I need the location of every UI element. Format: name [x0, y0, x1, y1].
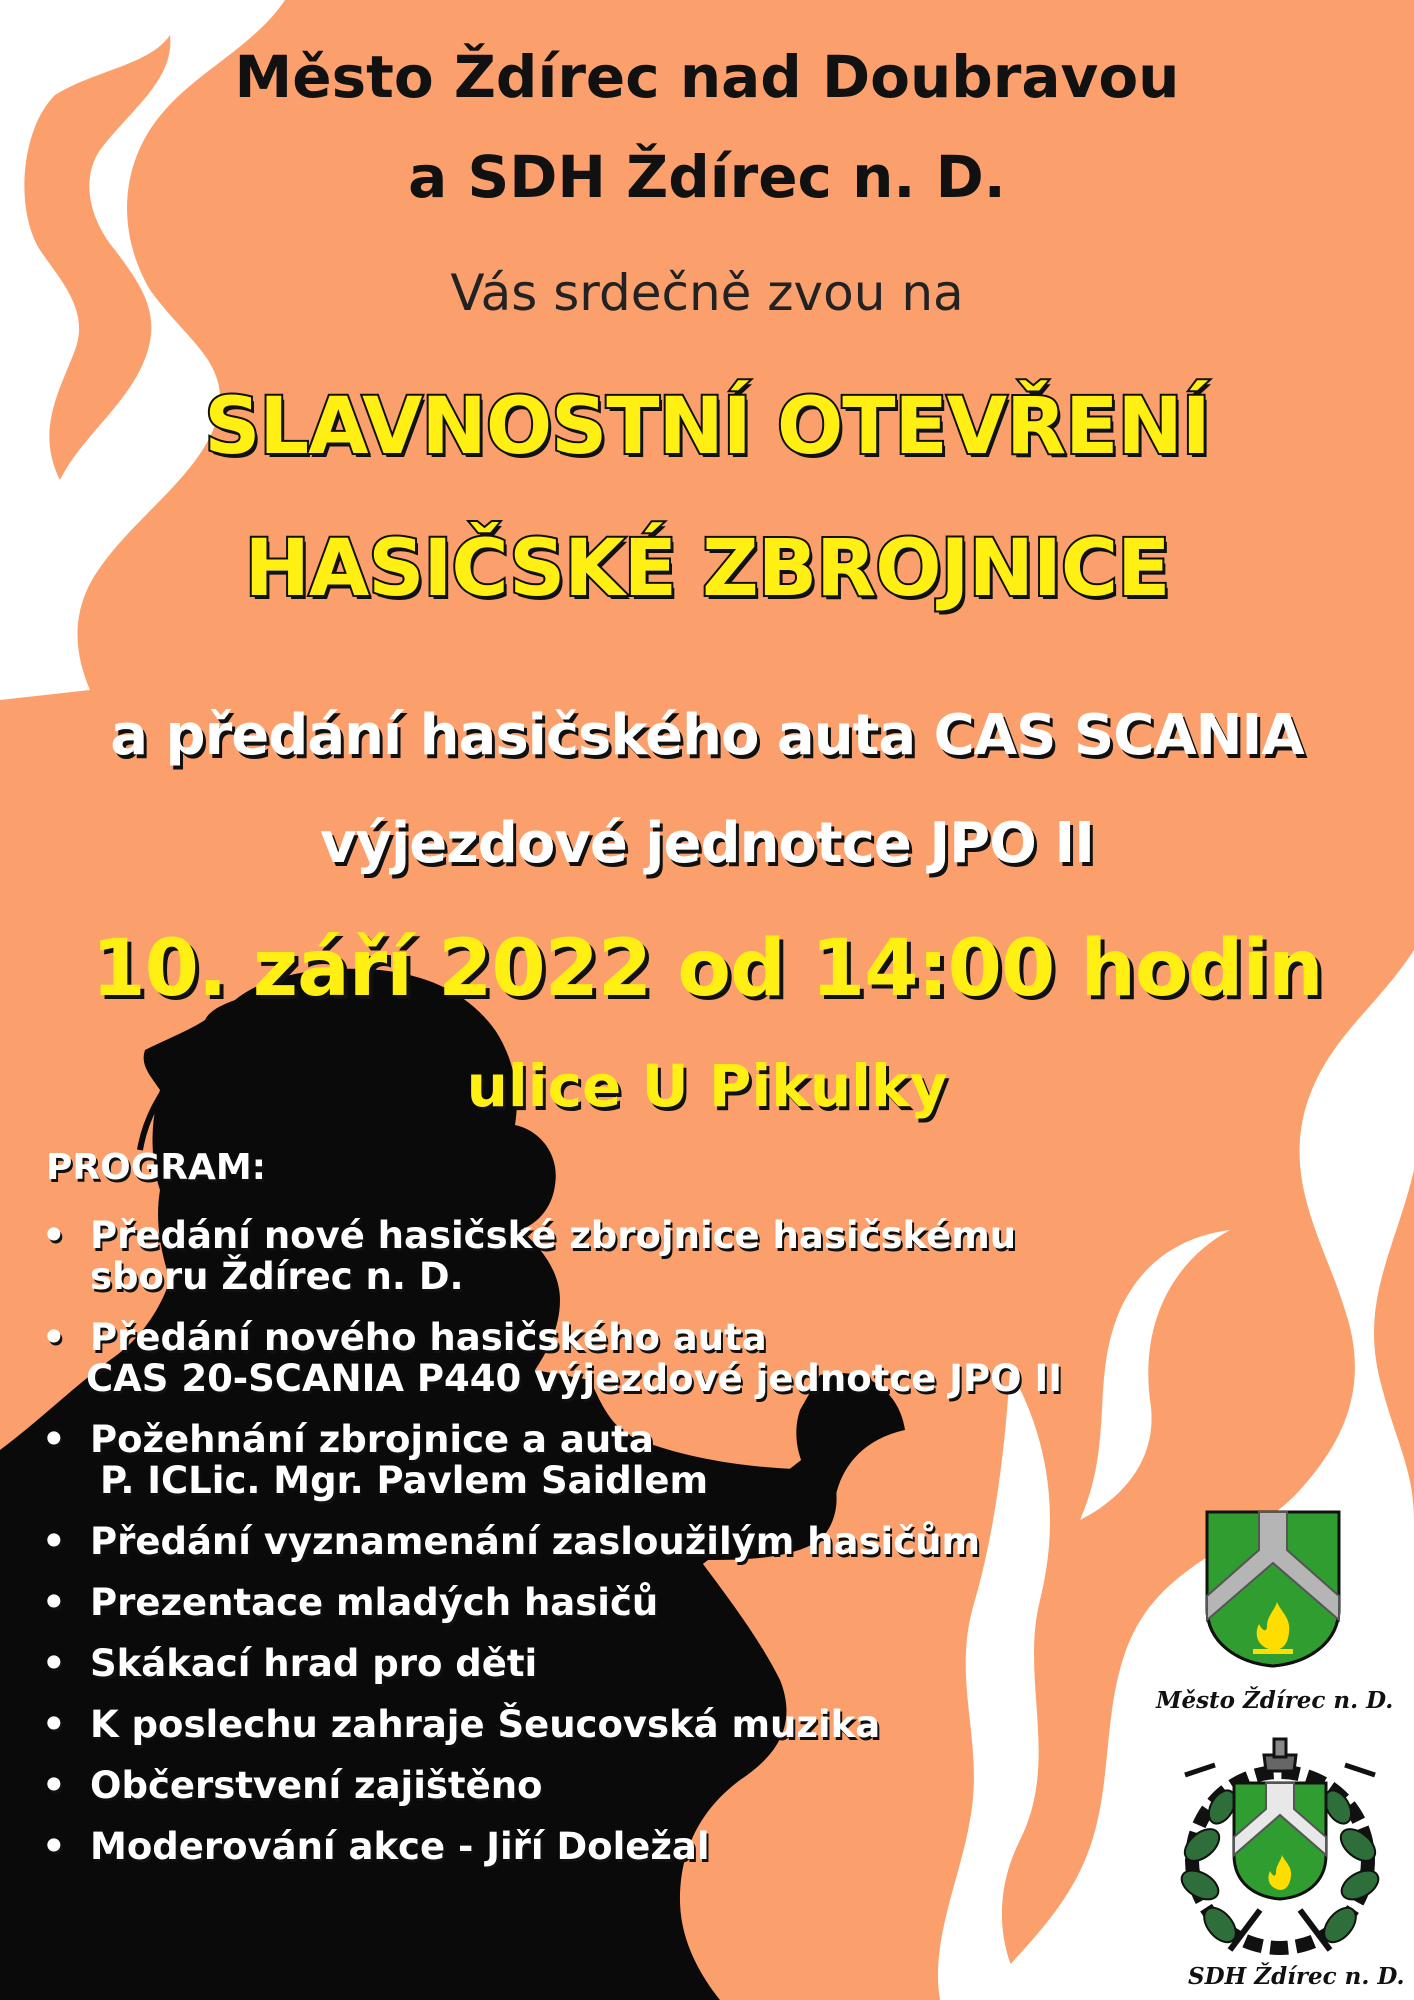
town-logo-label: Město Ždírec n. D.	[1156, 1687, 1394, 1714]
program-item: • Prezentace mladých hasičů	[40, 1582, 1062, 1623]
event-title-line-2: HASIČSKÉ ZBROJNICE	[244, 524, 1170, 614]
organizer-line-2: a SDH Ždírec n. D.	[408, 143, 1006, 211]
program-item: • Předání nového hasičského auta CAS 20-SCANIA P440 výjezdové jednotce JPO II	[40, 1317, 1062, 1399]
sdh-logo-label: SDH Ždírec n. D.	[1188, 1963, 1405, 1990]
event-date-time: 10. září 2022 od 14:00 hodin	[91, 924, 1323, 1014]
program-item: • Skákací hrad pro děti	[40, 1643, 1062, 1684]
event-title-line-1: SLAVNOSTNÍ OTEVŘENÍ	[204, 382, 1210, 472]
flame-right-tongue	[1080, 1230, 1230, 1520]
program-item: • Občerstvení zajištěno	[40, 1765, 1062, 1806]
program-item: • K poslechu zahraje Šeucovská muzika	[40, 1704, 1062, 1745]
program-item: • Předání nové hasičské zbrojnice hasičskému sboru Ždírec n. D.	[40, 1215, 1062, 1297]
event-location: ulice U Pikulky	[466, 1052, 948, 1120]
sdh-emblem	[1160, 1735, 1400, 1960]
event-subtitle-line-2: výjezdové jednotce JPO II	[319, 811, 1094, 876]
town-coat-of-arms	[1203, 1508, 1343, 1668]
event-subtitle-line-1: a předání hasičského auta CAS SCANIA	[110, 703, 1304, 768]
invitation-text: Vás srdečně zvou na	[450, 264, 964, 322]
organizer-line-1: Město Ždírec nad Doubravou	[234, 43, 1180, 111]
program-list	[40, 1215, 1062, 1887]
program-heading: PROGRAM:	[46, 1147, 267, 1188]
program-item: • Moderování akce - Jiří Doležal	[40, 1826, 1062, 1867]
program-item: • Požehnání zbrojnice a auta P. ICLic. Mgr. Pavlem Saidlem	[40, 1419, 1062, 1501]
program-item: • Předání vyznamenání zasloužilým hasičům	[40, 1521, 1062, 1562]
